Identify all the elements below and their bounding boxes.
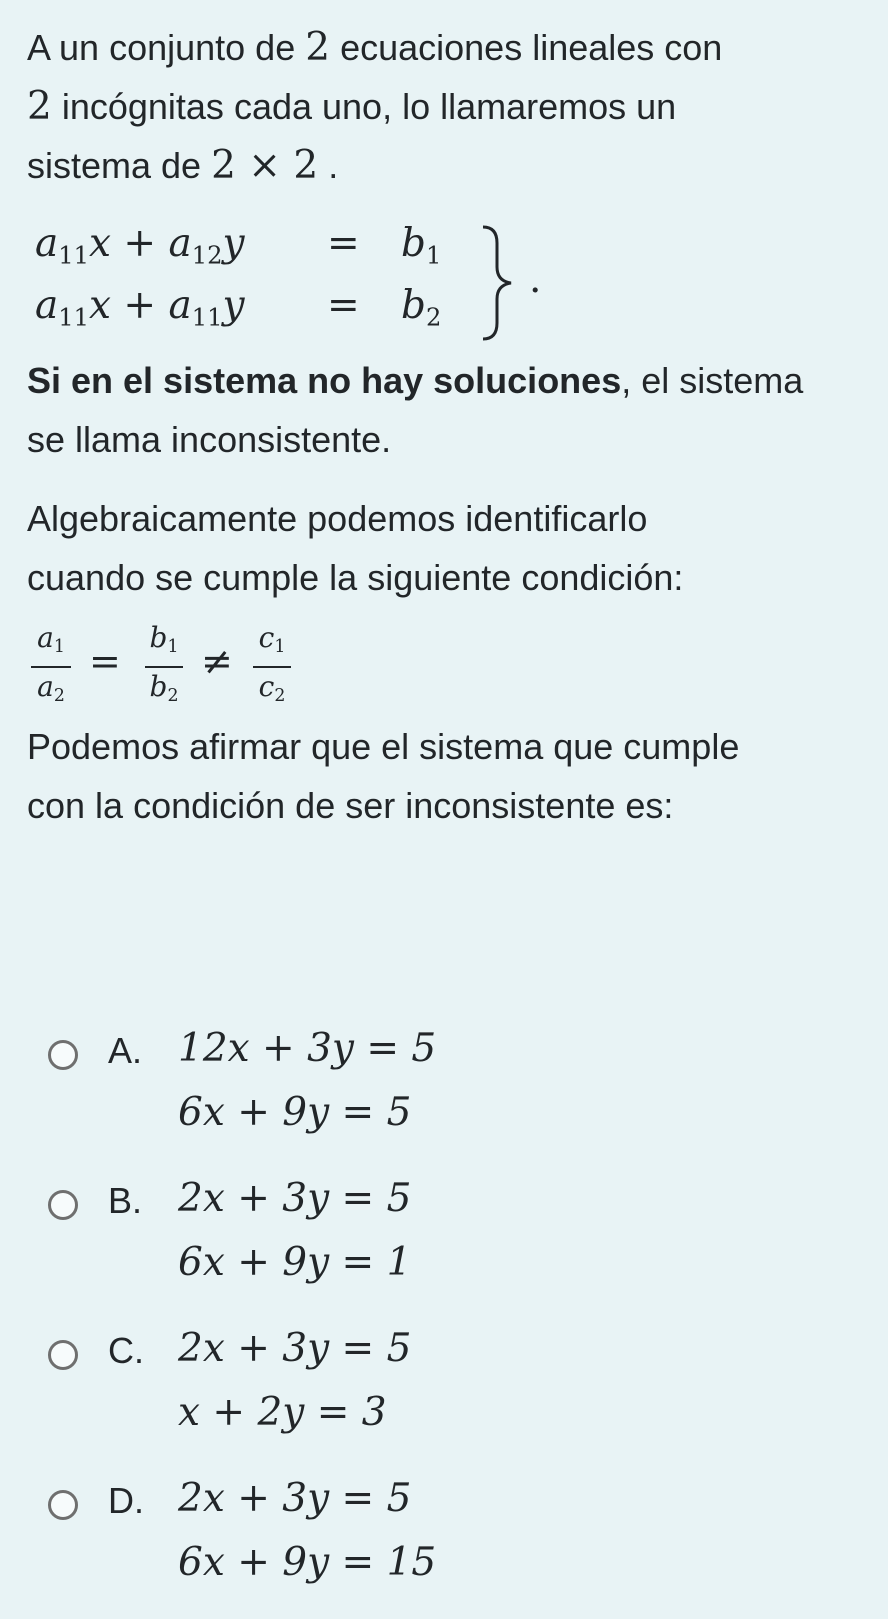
radio-button[interactable]	[48, 1340, 78, 1370]
intro-line-3	[27, 136, 867, 195]
system-row-1-rhs: $b_1$	[401, 221, 442, 270]
option-letter: A.	[108, 1030, 143, 1071]
math-number: 2	[305, 25, 331, 70]
option-letter: C.	[108, 1330, 144, 1371]
radio-button[interactable]	[48, 1490, 78, 1520]
question-line-2: con la condición de ser inconsistente es:	[27, 785, 674, 826]
inconsistent-text: , el sistema	[621, 360, 804, 401]
option-a[interactable]	[48, 1026, 548, 1156]
intro-line-2	[27, 77, 867, 136]
option-b[interactable]	[48, 1176, 548, 1306]
algebra-line-1: Algebraicamente podemos identificarlo	[27, 498, 648, 539]
fraction-a: $a_1$ $a_2$	[31, 621, 71, 713]
intro-text: incógnitas cada uno, lo llamaremos un	[51, 86, 677, 127]
radio-button[interactable]	[48, 1040, 78, 1070]
math-dimension: 2 × 2	[211, 143, 319, 188]
option-equation-1: 2x + 3y = 5	[178, 1476, 412, 1521]
math-number: 2	[27, 84, 52, 129]
question-content	[27, 18, 867, 835]
system-row-1-equals: =	[327, 221, 360, 266]
not-equal-sign: ≠	[201, 639, 233, 683]
option-equation-2: 6x + 9y = 15	[178, 1540, 437, 1585]
option-equation-2: x + 2y = 3	[178, 1390, 387, 1435]
system-row-2-equals: =	[327, 283, 360, 328]
option-c[interactable]	[48, 1326, 548, 1456]
system-row-1-lhs: $a_{11}x + a_{12}y$	[35, 221, 245, 270]
option-equation-2: 6x + 9y = 5	[178, 1090, 412, 1135]
option-equation-2: 6x + 9y = 1	[178, 1240, 412, 1285]
inconsistent-line-1	[27, 351, 867, 410]
option-letter: D.	[108, 1480, 144, 1521]
system-row-2-rhs: $b_2$	[401, 283, 442, 332]
system-period: .	[529, 257, 542, 302]
algebra-line-2: cuando se cumple la siguiente condición:	[27, 557, 684, 598]
inconsistent-bold: Si en el sistema no hay soluciones	[27, 360, 622, 401]
option-equation-1: 2x + 3y = 5	[178, 1176, 412, 1221]
equals-sign: =	[89, 639, 121, 683]
intro-text: A un conjunto de	[27, 27, 306, 68]
fraction-c: $c_1$ $c_2$	[253, 621, 291, 713]
inconsistency-condition	[27, 621, 867, 711]
intro-text: ecuaciones lineales con	[330, 27, 723, 68]
intro-line-1	[27, 18, 867, 77]
fraction-b: $b_1$ $b_2$	[145, 621, 183, 713]
equation-system	[27, 217, 867, 345]
option-d[interactable]	[48, 1476, 548, 1606]
intro-text: sistema de	[27, 145, 212, 186]
option-equation-1: 2x + 3y = 5	[178, 1326, 412, 1371]
right-brace-icon	[479, 223, 519, 343]
system-row-2-lhs: $a_{11}x + a_{11}y$	[35, 283, 245, 332]
intro-text: .	[318, 145, 339, 186]
inconsistent-line-2: se llama inconsistente.	[27, 419, 392, 460]
question-line-1: Podemos afirmar que el sistema que cumple	[27, 726, 740, 767]
option-letter: B.	[108, 1180, 143, 1221]
option-equation-1: 12x + 3y = 5	[178, 1026, 437, 1071]
radio-button[interactable]	[48, 1190, 78, 1220]
